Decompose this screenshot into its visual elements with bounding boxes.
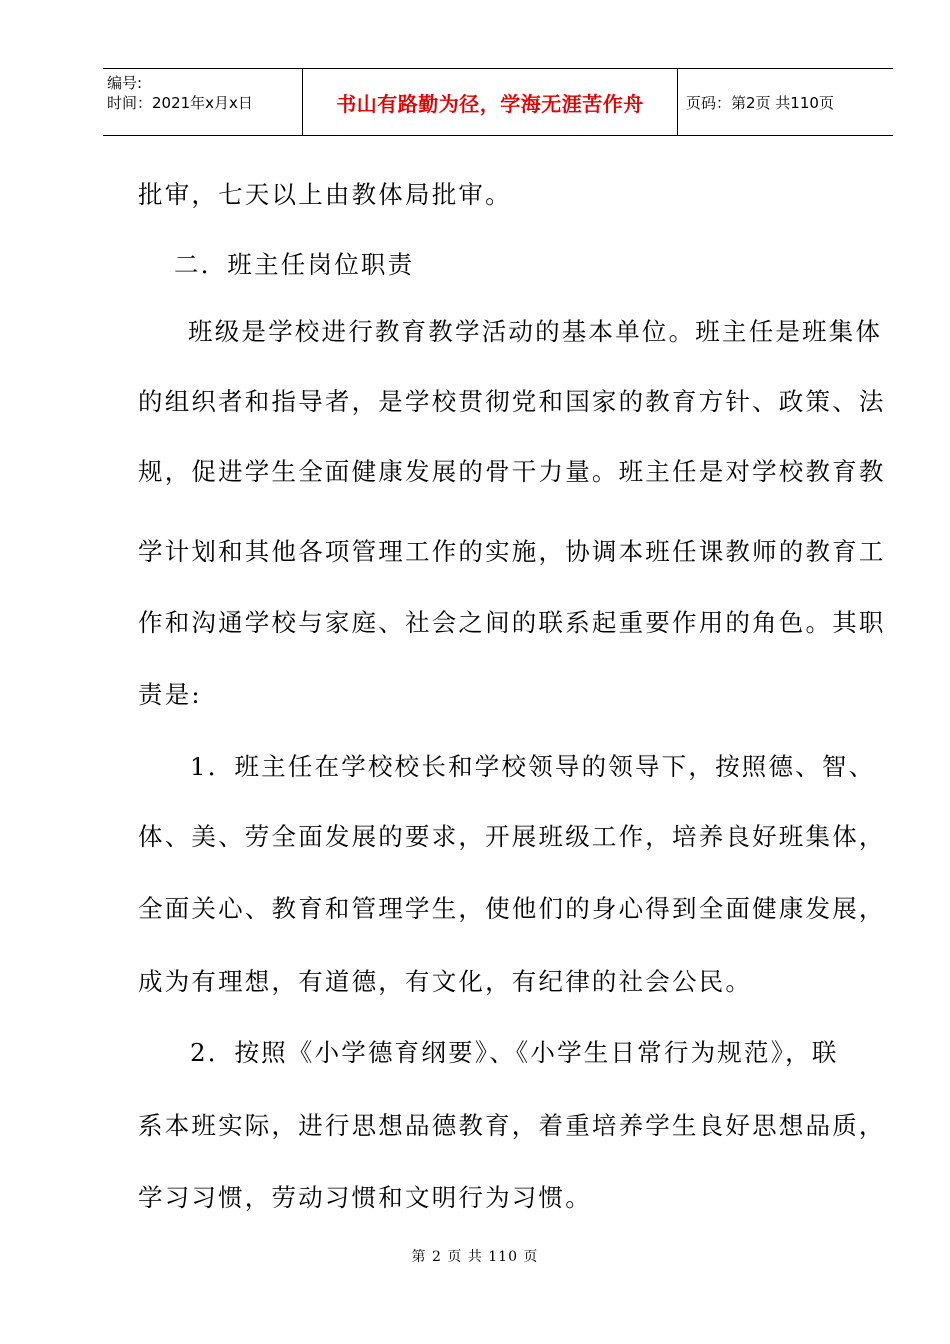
page-header (103, 68, 893, 136)
body-line: 批审，七天以上由教体局批审。 (138, 180, 512, 209)
body-line: 责是: (138, 680, 202, 709)
section-heading: 二．班主任岗位职责 (174, 250, 415, 279)
body-line: 体、美、劳全面发展的要求，开展班级工作，培养良好班集体， (138, 822, 886, 851)
body-line: 2．按照《小学德育纲要》、《小学生日常行为规范》，联 (190, 1038, 839, 1067)
body-line: 规，促进学生全面健康发展的骨干力量。班主任是对学校教育教 (138, 457, 886, 486)
body-line: 全面关心、教育和管理学生，使他们的身心得到全面健康发展， (138, 894, 886, 923)
body-line: 学习习惯，劳动习惯和文明行为习惯。 (138, 1183, 592, 1212)
body-line: 的组织者和指导者，是学校贯彻党和国家的教育方针、政策、法 (138, 387, 886, 416)
time-label: 时间：2021年x月x日 (107, 94, 253, 112)
header-page-code: 页码：第2页 共110页 (686, 93, 834, 112)
body-line: 1．班主任在学校校长和学校领导的领导下，按照德、智、 (190, 752, 876, 781)
number-label: 编号: (107, 74, 143, 92)
body-line: 学计划和其他各项管理工作的实施，协调本班任课教师的教育工 (138, 537, 886, 566)
body-line: 作和沟通学校与家庭、社会之间的联系起重要作用的角色。其职 (138, 608, 886, 637)
body-line: 成为有理想，有道德，有文化，有纪律的社会公民。 (138, 967, 753, 996)
header-motto: 书山有路勤为径，学海无涯苦作舟 (303, 69, 678, 135)
page-footer: 第 2 页 共 110 页 (411, 1249, 539, 1265)
header-meta (103, 69, 303, 135)
body-line: 系本班实际，进行思想品德教育，着重培养学生良好思想品质， (138, 1111, 886, 1140)
body-line: 班级是学校进行教育教学活动的基本单位。班主任是班集体 (188, 317, 883, 346)
